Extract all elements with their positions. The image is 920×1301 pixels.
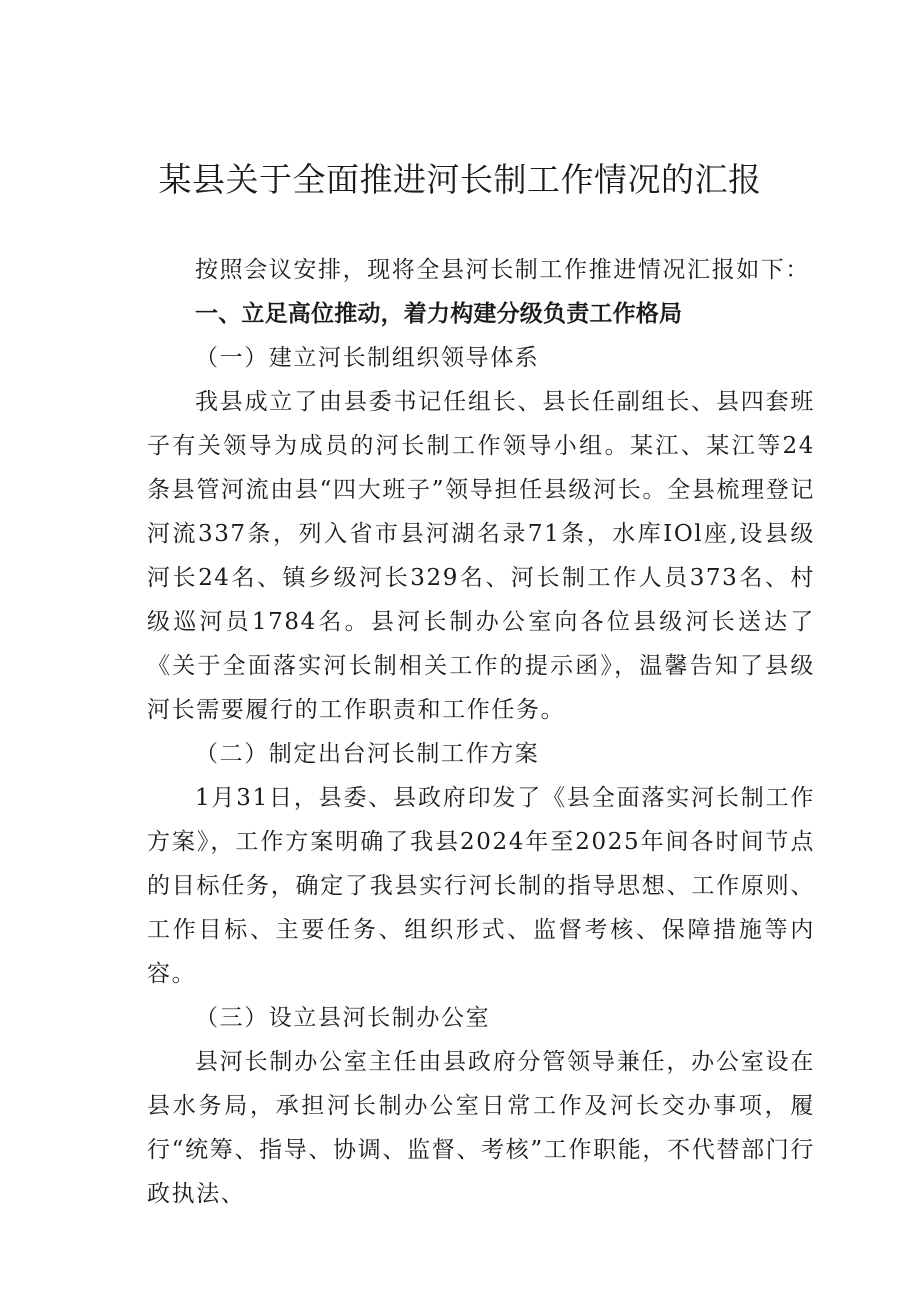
subsection-2-heading: （二）制定出台河长制工作方案	[195, 741, 540, 767]
intro-paragraph: 按照会议安排，现将全县河长制工作推进情况汇报如下：	[195, 257, 810, 283]
subsection-1-paragraph: 我县成立了由县委书记任组长、县长任副组长、县四套班子有关领导为成员的河长制工作领导小组。某江、某江等24条县管河流由县“四大班子”领导担任县级河长。全县梳理登记河流337条，列入省市县河湖名录71条，水库IOl座,设县级河长24名、镇乡级河长329名、河长制工作人员373名、村级巡河员1784名。县河长制办公室向各位县级河长送达了《关于全面落实河长制相关工作的提示函》，温馨告知了县级河长需要履行的工作职责和工作任务。	[147, 389, 815, 723]
subsection-1-heading: （一）建立河长制组织领导体系	[195, 345, 540, 371]
subsection-2-paragraph: 1月31日，县委、县政府印发了《县全面落实河长制工作方案》，工作方案明确了我县2024年至2025年间各时间节点的目标任务，确定了我县实行河长制的指导思想、工作原则、工作目标、主要任务、组织形式、监督考核、保障措施等内容。	[147, 785, 815, 987]
document-body	[147, 248, 815, 1216]
document-title: 某县关于全面推进河长制工作情况的汇报	[158, 160, 762, 199]
subsection-3-paragraph: 县河长制办公室主任由县政府分管领导兼任，办公室设在县水务局，承担河长制办公室日常工作及河长交办事项，履行“统筹、指导、协调、监督、考核”工作职能，不代替部门行政执法、	[147, 1049, 815, 1207]
section-1-heading: 一、立足高位推动，着力构建分级负责工作格局	[195, 301, 683, 327]
subsection-3-heading: （三）设立县河长制办公室	[195, 1005, 491, 1031]
